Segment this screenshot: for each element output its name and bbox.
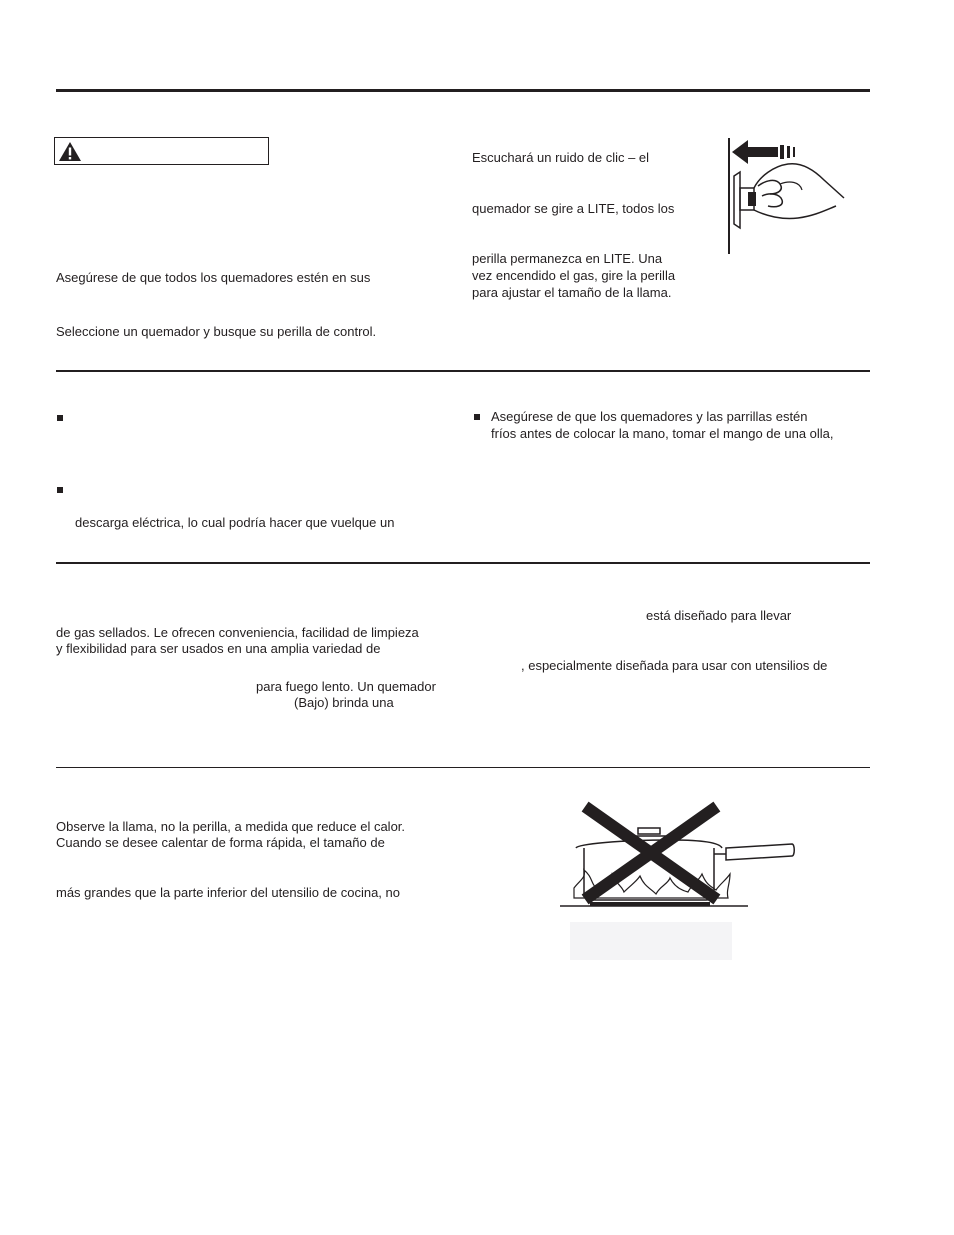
designed-text: está diseñado para llevar — [646, 608, 792, 623]
special-design-text: , especialmente diseñada para usar con utensilios de — [521, 658, 828, 673]
bullet-1 — [57, 415, 63, 421]
larger-flame-text: más grandes que la parte inferior del utensilio de cocina, no — [56, 885, 400, 900]
cool-burners-text-2: fríos antes de colocar la mano, tomar el mango de una olla, — [491, 426, 834, 441]
watch-flame-text: Observe la llama, no la perilla, a medida que reduce el calor. — [56, 819, 406, 834]
burner-instruction-2: Seleccione un quemador y busque su perilla de control. — [56, 324, 377, 339]
knob-push-illustration — [722, 136, 852, 256]
quick-heat-text: Cuando se desee calentar de forma rápida, el tamaño de — [56, 835, 385, 850]
electric-shock-text: descarga eléctrica, lo cual podría hacer que vuelque un — [75, 515, 395, 530]
lite-text: quemador se gire a LITE, todos los — [472, 201, 675, 216]
knob-lite-text: perilla permanezca en LITE. Una — [472, 251, 663, 266]
warning-box — [54, 137, 269, 165]
illustration-caption-box — [570, 922, 732, 960]
top-rule — [56, 89, 870, 92]
crossed-pot-illustration — [560, 800, 800, 912]
knob-turn-text: vez encendido el gas, gire la perilla — [472, 268, 676, 283]
low-burner-text: (Bajo) brinda una — [294, 695, 394, 710]
cool-burners-text-1: Asegúrese de que los quemadores y las parrillas estén — [491, 409, 808, 424]
burner-instruction-1: Asegúrese de que todos los quemadores estén en sus — [56, 270, 371, 285]
section-rule-3 — [56, 562, 870, 564]
section-rule-2 — [56, 370, 870, 372]
section-rule-4 — [56, 767, 870, 768]
warning-icon — [58, 141, 82, 162]
simmer-burner-text: para fuego lento. Un quemador — [256, 679, 436, 694]
sealed-burners-text-1: de gas sellados. Le ofrecen conveniencia, facilidad de limpieza — [56, 625, 419, 640]
sealed-burners-text-2: y flexibilidad para ser usados en una amplia variedad de — [56, 641, 381, 656]
click-sound-text: Escuchará un ruido de clic – el — [472, 150, 650, 165]
flame-adjust-text: para ajustar el tamaño de la llama. — [472, 285, 672, 300]
bullet-3 — [474, 414, 480, 420]
bullet-2 — [57, 487, 63, 493]
